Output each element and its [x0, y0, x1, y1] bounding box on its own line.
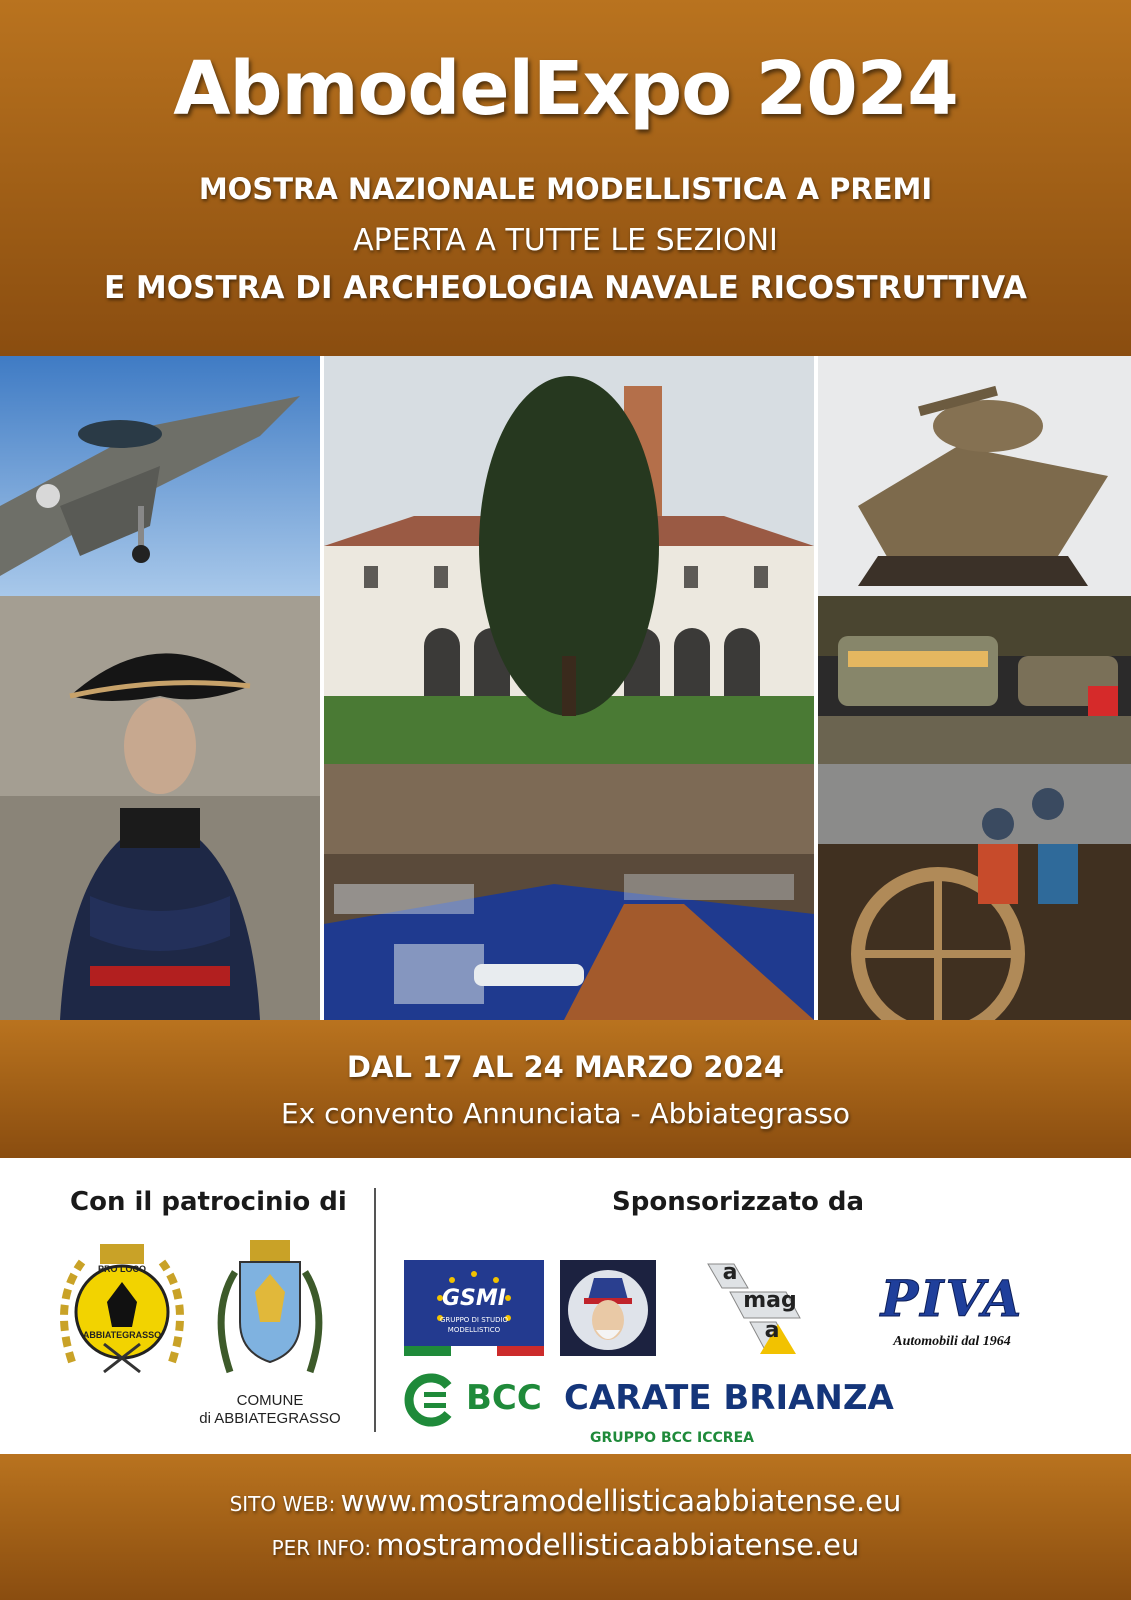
comune-caption-line-2: di ABBIATEGRASSO	[199, 1410, 341, 1427]
amaga-letter-a-bottom: a	[764, 1318, 780, 1343]
piva-tagline: Automobili dal 1964	[893, 1334, 1011, 1349]
photo-napoleon-figure	[0, 596, 320, 1020]
bcc-symbol-icon	[404, 1372, 460, 1432]
photo-exhibition-hall	[324, 764, 814, 1020]
proloco-logo	[52, 1232, 192, 1386]
piva-name: PIVA	[880, 1269, 1024, 1328]
comune-crest-logo	[210, 1232, 330, 1386]
gsmi-sub-2: MODELLISTICO	[447, 1326, 501, 1334]
footer-info-line	[0, 1528, 1131, 1562]
bcc-short-name: BCC	[466, 1378, 542, 1418]
photo-convent-cloister	[324, 356, 814, 764]
subtitle-line-2: APERTA A TUTTE LE SEZIONI	[353, 223, 778, 258]
dates-band	[0, 1020, 1131, 1158]
footer-website-line	[0, 1484, 1131, 1518]
gsmi-name: GSMI	[442, 1286, 506, 1311]
proloco-top-label: PRO LOCO	[97, 1264, 146, 1274]
amaga-logo	[690, 1262, 820, 1360]
event-venue: Ex convento Annunciata - Abbiategrasso	[280, 1097, 851, 1130]
sponsors-heading: Sponsorizzato da	[612, 1187, 865, 1217]
gsmi-sub-1: GRUPPO DI STUDIO	[439, 1316, 509, 1324]
info-contact[interactable]: mostramodellisticaabbiatense.eu	[376, 1528, 860, 1562]
photo-jet-model	[0, 356, 320, 596]
amaga-letters-mag: mag	[743, 1288, 797, 1313]
website-label: SITO WEB:	[229, 1492, 336, 1516]
bcc-group-name: GRUPPO BCC ICCREA	[590, 1430, 754, 1446]
comune-caption-line-1: COMUNE	[236, 1392, 304, 1409]
info-label: PER INFO:	[271, 1536, 372, 1560]
photo-tank-model	[818, 356, 1131, 596]
photo-wheel-diorama	[818, 764, 1131, 1020]
gsmi-logo	[404, 1260, 544, 1356]
subtitle-line-3: E MOSTRA DI ARCHEOLOGIA NAVALE RICOSTRUTTIVA	[103, 270, 1028, 306]
website-link[interactable]: www.mostramodellisticaabbiatense.eu	[340, 1484, 902, 1518]
photo-railway-diorama	[818, 596, 1131, 764]
footer-band	[0, 1454, 1131, 1600]
bcc-bank-name: CARATE BRIANZA	[564, 1378, 894, 1418]
section-divider	[374, 1188, 376, 1432]
event-title: AbmodelExpo 2024	[173, 46, 958, 132]
event-dates: DAL 17 AL 24 MARZO 2024	[346, 1050, 785, 1084]
amaga-letter-a-top: a	[722, 1260, 738, 1285]
gsmi-group-badge-logo	[560, 1260, 656, 1356]
piva-logo	[836, 1269, 1068, 1350]
patronage-heading: Con il patrocinio di	[70, 1187, 347, 1217]
subtitle-line-1: MOSTRA NAZIONALE MODELLISTICA A PREMI	[198, 172, 933, 206]
proloco-bottom-label: ABBIATEGRASSO	[82, 1330, 162, 1340]
